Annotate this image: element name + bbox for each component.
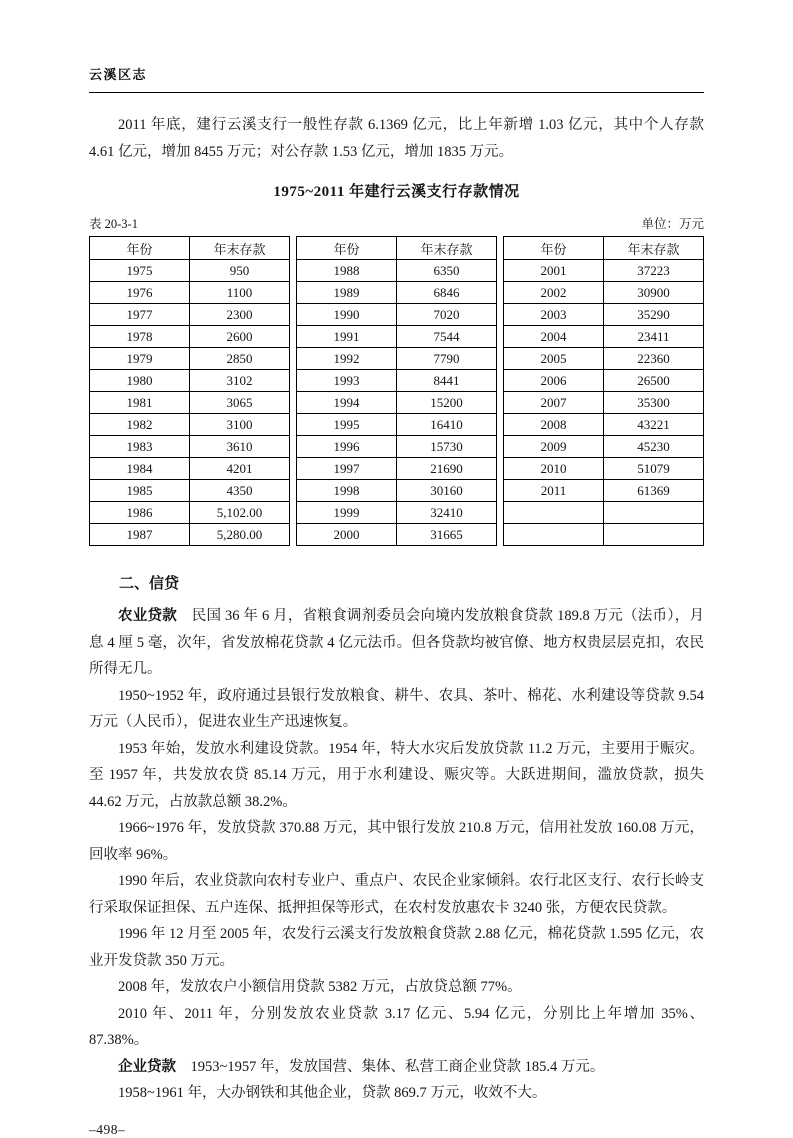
table-row <box>504 370 704 392</box>
table-cell: 8441 <box>397 370 497 392</box>
table-cell: 3102 <box>190 370 290 392</box>
table-cell: 1989 <box>297 282 397 304</box>
page-header <box>89 64 704 93</box>
table-row <box>297 480 497 502</box>
table-row <box>504 348 704 370</box>
table-row <box>297 282 497 304</box>
table-cell: 7020 <box>397 304 497 326</box>
credit-section-paragraphs <box>89 603 704 1107</box>
table-cell: 1990 <box>297 304 397 326</box>
table-header-row <box>90 237 290 260</box>
table-cell: 2300 <box>190 304 290 326</box>
table-row <box>504 524 704 546</box>
table-cell: 1996 <box>297 436 397 458</box>
table-label: 表 20-3-1 <box>89 217 138 231</box>
table-cell: 15200 <box>397 392 497 414</box>
table-row <box>504 502 704 524</box>
table-row <box>90 348 290 370</box>
table-cell: 1994 <box>297 392 397 414</box>
table-cell <box>504 502 604 524</box>
deposit-table-group-2 <box>296 236 497 546</box>
table-row <box>297 260 497 282</box>
table-cell: 6846 <box>397 282 497 304</box>
table-cell: 1978 <box>90 326 190 348</box>
table-cell: 5,280.00 <box>190 524 290 546</box>
table-cell: 2000 <box>297 524 397 546</box>
table-row <box>504 304 704 326</box>
table-cell: 45230 <box>604 436 704 458</box>
table-cell: 2010 <box>504 458 604 480</box>
table-cell: 1997 <box>297 458 397 480</box>
table-cell: 30900 <box>604 282 704 304</box>
table-cell: 22360 <box>604 348 704 370</box>
table-cell: 1982 <box>90 414 190 436</box>
table-row <box>90 480 290 502</box>
table-cell: 2001 <box>504 260 604 282</box>
table-row <box>504 436 704 458</box>
table-cell: 2006 <box>504 370 604 392</box>
table-row <box>297 326 497 348</box>
table-header-row <box>504 237 704 260</box>
table-row <box>297 304 497 326</box>
table-cell: 4201 <box>190 458 290 480</box>
table-row <box>504 458 704 480</box>
table-cell: 1986 <box>90 502 190 524</box>
table-cell: 51079 <box>604 458 704 480</box>
table-cell: 15730 <box>397 436 497 458</box>
table-row <box>297 348 497 370</box>
col-header-deposit: 年末存款 <box>604 237 704 260</box>
table-cell: 2008 <box>504 414 604 436</box>
table-row <box>90 436 290 458</box>
deposit-table-group-3 <box>503 236 704 546</box>
table-cell: 26500 <box>604 370 704 392</box>
table-cell: 2003 <box>504 304 604 326</box>
table-cell: 1984 <box>90 458 190 480</box>
table-row <box>297 524 497 546</box>
table-cell: 1975 <box>90 260 190 282</box>
section-heading-credit: 二、信贷 <box>119 576 180 592</box>
table-cell <box>604 524 704 546</box>
table-unit: 单位：万元 <box>641 217 704 231</box>
table-cell: 30160 <box>397 480 497 502</box>
table-row <box>297 436 497 458</box>
paragraph-lead-term: 农业贷款 <box>118 608 177 624</box>
table-cell: 1985 <box>90 480 190 502</box>
table-cell: 43221 <box>604 414 704 436</box>
body-paragraph: 1990 年后，农业贷款向农村专业户、重点户、农民企业家倾斜。农行北区支行、农行长岭支行采取保证担保、五户连保、抵押担保等形式，在农村发放惠农卡 3240 张，方便农民贷款。 <box>89 873 704 916</box>
table-header-row <box>297 237 497 260</box>
table-row <box>297 392 497 414</box>
body-paragraph: 1958~1961 年，大办钢铁和其他企业，贷款 869.7 万元，收效不大。 <box>118 1085 547 1101</box>
table-cell: 2009 <box>504 436 604 458</box>
table-cell: 23411 <box>604 326 704 348</box>
table-cell: 16410 <box>397 414 497 436</box>
col-header-deposit: 年末存款 <box>190 237 290 260</box>
table-row <box>90 524 290 546</box>
body-paragraph: 1953 年始，发放水利建设贷款。1954 年，特大水灾后发放贷款 11.2 万元，主要用于赈灾。至 1957 年，共发放农贷 85.14 万元，用于水利建设、赈灾等。大跃进期间，滥放贷款，损失 44.62 万元，占放款总额 38.2%。 <box>89 740 704 810</box>
intro-paragraph: 2011 年底，建行云溪支行一般性存款 6.1369 亿元，比上年新增 1.03 亿元，其中个人存款 4.61 亿元，增加 8455 万元；对公存款 1.53 亿元，增加 1835 万元。 <box>89 117 704 160</box>
table-cell: 1988 <box>297 260 397 282</box>
table-row <box>90 326 290 348</box>
table-cell: 6350 <box>397 260 497 282</box>
table-cell: 37223 <box>604 260 704 282</box>
table-row <box>504 260 704 282</box>
table-cell: 31665 <box>397 524 497 546</box>
table-cell: 35290 <box>604 304 704 326</box>
table-cell: 1995 <box>297 414 397 436</box>
table-cell: 1993 <box>297 370 397 392</box>
deposit-table-group-1 <box>89 236 290 546</box>
table-row <box>297 502 497 524</box>
table-cell: 2007 <box>504 392 604 414</box>
col-header-year: 年份 <box>90 237 190 260</box>
table-row <box>90 282 290 304</box>
table-cell: 4350 <box>190 480 290 502</box>
table-row <box>90 260 290 282</box>
table-row <box>297 370 497 392</box>
table-cell: 2850 <box>190 348 290 370</box>
running-header-title: 云溪区志 <box>89 67 148 82</box>
table-cell: 2600 <box>190 326 290 348</box>
table-cell: 1976 <box>90 282 190 304</box>
table-cell: 3065 <box>190 392 290 414</box>
table-cell: 2002 <box>504 282 604 304</box>
table-cell: 1979 <box>90 348 190 370</box>
table-row <box>504 392 704 414</box>
body-paragraph: 农业贷款 民国 36 年 6 月，省粮食调剂委员会向境内发放粮食贷款 189.8 万元（法币），月息 4 厘 5 毫，次年，省发放棉花贷款 4 亿元法币。但各贷款均被官僚、地方权贵层层克扣，农民所得无几。 <box>89 608 705 677</box>
deposit-table <box>89 236 704 546</box>
table-cell: 2011 <box>504 480 604 502</box>
body-paragraph: 1950~1952 年，政府通过县银行发放粮食、耕牛、农具、茶叶、棉花、水利建设等贷款 9.54 万元（人民币），促进农业生产迅速恢复。 <box>89 687 704 730</box>
table-row <box>504 480 704 502</box>
table-cell: 7790 <box>397 348 497 370</box>
table-cell: 7544 <box>397 326 497 348</box>
table-cell: 2005 <box>504 348 604 370</box>
table-row <box>90 304 290 326</box>
table-cell <box>504 524 604 546</box>
page-number: –498– <box>89 1121 126 1137</box>
table-row <box>297 414 497 436</box>
table-cell: 1991 <box>297 326 397 348</box>
col-header-year: 年份 <box>504 237 604 260</box>
table-title: 1975~2011 年建行云溪支行存款情况 <box>273 184 520 200</box>
table-cell: 21690 <box>397 458 497 480</box>
body-paragraph: 企业贷款 1953~1957 年，发放国营、集体、私营工商企业贷款 185.4 万元。 <box>118 1058 605 1075</box>
table-cell: 1983 <box>90 436 190 458</box>
table-row <box>504 326 704 348</box>
table-row <box>90 414 290 436</box>
table-cell: 1992 <box>297 348 397 370</box>
table-cell: 1987 <box>90 524 190 546</box>
table-cell: 1999 <box>297 502 397 524</box>
table-meta <box>89 214 704 232</box>
body-paragraph: 2008 年，发放农户小额信用贷款 5382 万元，占放贷总额 77%。 <box>118 979 522 995</box>
table-cell: 1980 <box>90 370 190 392</box>
table-cell: 1977 <box>90 304 190 326</box>
body-paragraph: 1996 年 12 月至 2005 年，农发行云溪支行发放粮食贷款 2.88 亿元，棉花贷款 1.595 亿元，农业开发贷款 350 万元。 <box>89 926 704 969</box>
table-cell: 32410 <box>397 502 497 524</box>
table-cell: 3610 <box>190 436 290 458</box>
table-cell <box>604 502 704 524</box>
table-cell: 2004 <box>504 326 604 348</box>
table-row <box>297 458 497 480</box>
table-row <box>90 392 290 414</box>
table-cell: 950 <box>190 260 290 282</box>
table-cell: 61369 <box>604 480 704 502</box>
table-row <box>90 458 290 480</box>
table-row <box>504 282 704 304</box>
col-header-year: 年份 <box>297 237 397 260</box>
body-paragraph: 1966~1976 年，发放贷款 370.88 万元，其中银行发放 210.8 万元，信用社发放 160.08 万元，回收率 96%。 <box>89 820 704 863</box>
table-row <box>90 502 290 524</box>
table-cell: 5,102.00 <box>190 502 290 524</box>
table-row <box>504 414 704 436</box>
col-header-deposit: 年末存款 <box>397 237 497 260</box>
table-cell: 1981 <box>90 392 190 414</box>
table-row <box>90 370 290 392</box>
body-paragraph: 2010 年、2011 年，分别发放农业贷款 3.17 亿元、5.94 亿元，分别比上年增加 35%、87.38%。 <box>89 1005 704 1048</box>
table-cell: 35300 <box>604 392 704 414</box>
table-cell: 3100 <box>190 414 290 436</box>
table-cell: 1998 <box>297 480 397 502</box>
table-cell: 1100 <box>190 282 290 304</box>
header-rule <box>89 92 704 93</box>
paragraph-lead-term: 企业贷款 <box>118 1058 176 1075</box>
